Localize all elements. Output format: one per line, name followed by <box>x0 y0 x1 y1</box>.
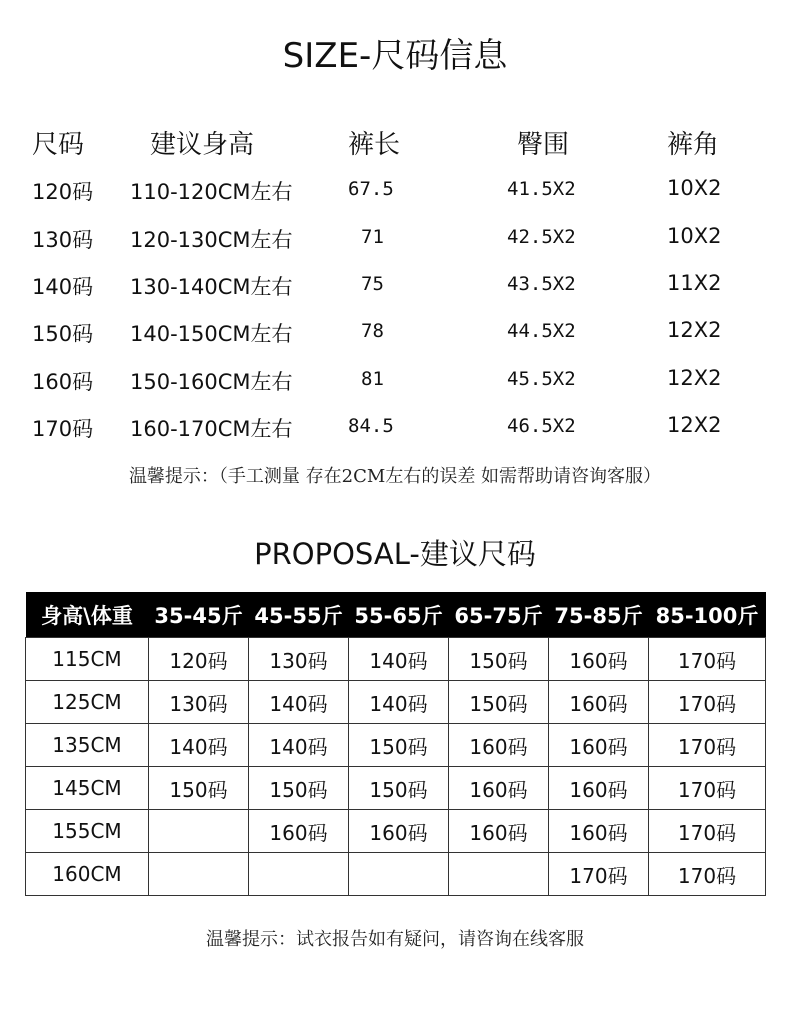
size-cell: 160码 <box>249 810 349 853</box>
hip-cell: 41.5X2 <box>507 178 576 200</box>
size-cell: 150码 <box>449 681 549 724</box>
table-row <box>26 681 766 724</box>
hip-cell: 42.5X2 <box>507 226 576 248</box>
length-cell: 81 <box>361 368 384 390</box>
size-cell: 160码 <box>549 638 649 681</box>
height-cell: 135CM <box>26 724 149 767</box>
length-cell: 75 <box>361 273 384 295</box>
size-cell <box>349 853 449 896</box>
header-weight-range: 85-100斤 <box>649 592 766 638</box>
measurement-note: 温馨提示：（手工测量 存在2CM左右的误差 如需帮助请咨询客服） <box>128 466 662 487</box>
size-cell: 140码 <box>249 724 349 767</box>
header-height: 建议身高 <box>150 130 255 160</box>
header-weight-range: 55-65斤 <box>349 592 449 638</box>
hip-cell: 46.5X2 <box>507 415 576 437</box>
leg-cell: 12X2 <box>667 366 722 390</box>
table-row <box>26 767 766 810</box>
size-cell: 130码 <box>32 228 94 252</box>
height-cell: 145CM <box>26 767 149 810</box>
table-row <box>26 638 766 681</box>
size-cell: 160码 <box>549 767 649 810</box>
size-cell: 140码 <box>149 724 249 767</box>
header-weight-range: 75-85斤 <box>549 592 649 638</box>
hip-cell: 44.5X2 <box>507 320 576 342</box>
size-cell: 130码 <box>149 681 249 724</box>
size-cell: 120码 <box>149 638 249 681</box>
length-cell: 78 <box>361 320 384 342</box>
header-weight-range: 65-75斤 <box>449 592 549 638</box>
height-cell: 155CM <box>26 810 149 853</box>
height-cell: 130-140CM左右 <box>130 275 293 299</box>
size-cell: 170码 <box>32 417 94 441</box>
size-cell <box>249 853 349 896</box>
size-cell: 160码 <box>549 681 649 724</box>
leg-cell: 10X2 <box>667 224 722 248</box>
size-cell: 170码 <box>649 681 766 724</box>
hip-cell: 43.5X2 <box>507 273 576 295</box>
header-size: 尺码 <box>32 130 85 160</box>
size-cell: 140码 <box>32 275 94 299</box>
size-cell: 150码 <box>149 767 249 810</box>
header-leg-opening: 裤角 <box>667 130 720 160</box>
size-cell: 150码 <box>349 767 449 810</box>
size-cell: 160码 <box>32 370 94 394</box>
size-cell: 160码 <box>449 724 549 767</box>
table-row <box>26 853 766 896</box>
table-row <box>26 810 766 853</box>
size-cell: 170码 <box>649 638 766 681</box>
proposal-title: PROPOSAL-建议尺码 <box>254 537 536 571</box>
size-cell: 130码 <box>249 638 349 681</box>
size-cell: 120码 <box>32 180 94 204</box>
size-cell: 150码 <box>349 724 449 767</box>
leg-cell: 12X2 <box>667 413 722 437</box>
height-cell: 115CM <box>26 638 149 681</box>
height-cell: 110-120CM左右 <box>130 180 293 204</box>
leg-cell: 11X2 <box>667 271 722 295</box>
height-cell: 140-150CM左右 <box>130 322 293 346</box>
size-cell <box>149 853 249 896</box>
size-cell: 150码 <box>249 767 349 810</box>
height-cell: 150-160CM左右 <box>130 370 293 394</box>
height-cell: 125CM <box>26 681 149 724</box>
height-cell: 120-130CM左右 <box>130 228 293 252</box>
length-cell: 71 <box>361 226 384 248</box>
proposal-header-row <box>26 592 766 638</box>
header-pants-length: 裤长 <box>348 130 401 160</box>
height-cell: 160-170CM左右 <box>130 417 293 441</box>
hip-cell: 45.5X2 <box>507 368 576 390</box>
size-cell: 170码 <box>649 853 766 896</box>
size-cell: 140码 <box>349 638 449 681</box>
length-cell: 67.5 <box>348 178 394 200</box>
header-weight-range: 35-45斤 <box>149 592 249 638</box>
length-cell: 84.5 <box>348 415 394 437</box>
size-cell: 160码 <box>449 810 549 853</box>
size-cell: 170码 <box>649 767 766 810</box>
header-height-weight: 身高\体重 <box>26 592 149 638</box>
size-cell: 160码 <box>549 810 649 853</box>
size-cell: 150码 <box>449 638 549 681</box>
header-weight-range: 45-55斤 <box>249 592 349 638</box>
size-cell: 170码 <box>649 724 766 767</box>
size-cell: 160码 <box>349 810 449 853</box>
size-cell: 160码 <box>449 767 549 810</box>
size-cell: 170码 <box>649 810 766 853</box>
size-info-title: SIZE-尺码信息 <box>282 36 508 76</box>
proposal-table <box>25 592 766 896</box>
size-cell: 170码 <box>549 853 649 896</box>
size-cell: 160码 <box>549 724 649 767</box>
fitting-note: 温馨提示：试衣报告如有疑问，请咨询在线客服 <box>206 929 584 950</box>
header-hip: 臀围 <box>517 130 570 160</box>
size-cell: 150码 <box>32 322 94 346</box>
size-cell: 140码 <box>349 681 449 724</box>
leg-cell: 12X2 <box>667 318 722 342</box>
size-cell: 140码 <box>249 681 349 724</box>
leg-cell: 10X2 <box>667 176 722 200</box>
height-cell: 160CM <box>26 853 149 896</box>
table-row <box>26 724 766 767</box>
size-cell <box>149 810 249 853</box>
size-cell <box>449 853 549 896</box>
